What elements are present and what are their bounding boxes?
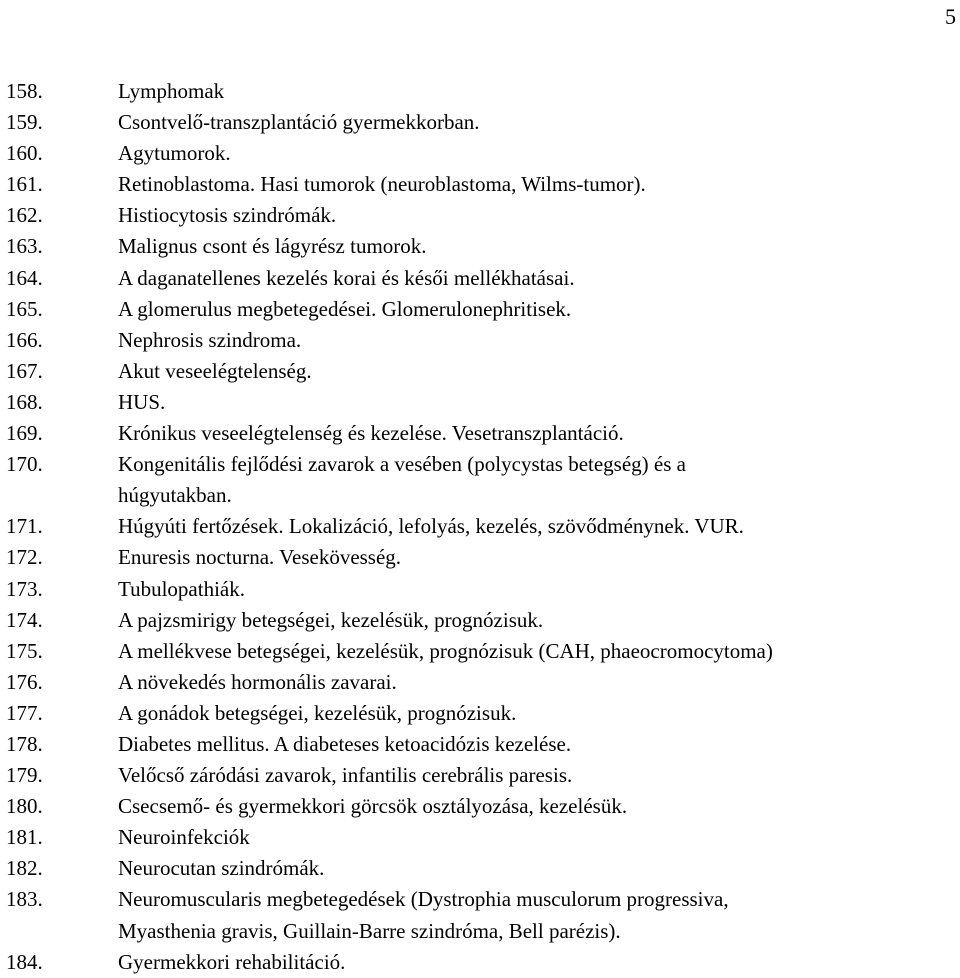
item-text: Neuroinfekciók [118, 825, 250, 850]
item-text: Malignus csont és lágyrész tumorok. [118, 234, 427, 259]
list-item [6, 667, 951, 698]
item-number: 161. [6, 172, 43, 197]
item-number: 169. [6, 421, 43, 446]
list-item [6, 791, 951, 822]
item-number: 159. [6, 110, 43, 135]
list-item [6, 636, 951, 667]
item-text: Agytumorok. [118, 141, 231, 166]
list-item [6, 853, 951, 884]
item-text: Histiocytosis szindrómák. [118, 203, 337, 228]
list-item [6, 947, 951, 978]
list-item [6, 294, 951, 325]
item-text: A gonádok betegségei, kezelésük, prognózisuk. [118, 700, 517, 725]
list-item [6, 418, 951, 449]
item-number: 168. [6, 389, 43, 414]
item-number: 180. [6, 794, 43, 819]
item-text: Neurocutan szindrómák. [118, 856, 325, 881]
list-item [6, 542, 951, 573]
item-number: 175. [6, 638, 43, 663]
item-text: A mellékvese betegségei, kezelésük, prognózisuk (CAH, phaeocromocytoma) [118, 638, 773, 663]
item-text: A glomerulus megbetegedései. Glomerulonephritisek. [118, 296, 572, 321]
item-number: 172. [6, 545, 43, 570]
list-item [6, 138, 951, 169]
list-item [6, 76, 951, 107]
item-text: Csecsemő- és gyermekkori görcsök osztályozása, kezelésük. [118, 794, 628, 819]
item-number: 173. [6, 576, 43, 601]
list-item [6, 822, 951, 853]
item-number: 181. [6, 825, 43, 850]
item-text: Kongenitális fejlődési zavarok a vesében (polycystas betegség) és a húgyutakban. [118, 452, 686, 508]
list-item [6, 729, 951, 760]
topic-list [6, 76, 951, 978]
list-item [6, 449, 951, 511]
item-number: 178. [6, 731, 43, 756]
item-number: 176. [6, 669, 43, 694]
item-text: Tubulopathiák. [118, 576, 245, 601]
list-item [6, 169, 951, 200]
list-item [6, 263, 951, 294]
item-number: 183. [6, 887, 43, 912]
item-number: 179. [6, 763, 43, 788]
list-item [6, 574, 951, 605]
item-number: 160. [6, 141, 43, 166]
list-item [6, 884, 951, 946]
item-number: 170. [6, 452, 43, 477]
item-number: 174. [6, 607, 43, 632]
item-number: 158. [6, 79, 43, 103]
list-item [6, 387, 951, 418]
item-number: 162. [6, 203, 43, 228]
item-text: Akut veseelégtelenség. [118, 358, 312, 383]
list-item [6, 511, 951, 542]
item-number: 184. [6, 949, 43, 974]
item-text: A daganatellenes kezelés korai és késői mellékhatásai. [118, 265, 575, 290]
item-text: Húgyúti fertőzések. Lokalizáció, lefolyás, kezelés, szövődménynek. VUR. [118, 514, 744, 539]
item-number: 182. [6, 856, 43, 881]
item-number: 167. [6, 358, 43, 383]
item-text: A pajzsmirigy betegségei, kezelésük, prognózisuk. [118, 607, 544, 632]
item-text: A növekedés hormonális zavarai. [118, 669, 397, 694]
list-item [6, 325, 951, 356]
list-item [6, 231, 951, 262]
item-text: HUS. [118, 389, 166, 414]
item-text: Csontvelő-transzplantáció gyermekkorban. [118, 110, 480, 135]
item-text: Krónikus veseelégtelenség és kezelése. Vesetranszplantáció. [118, 421, 624, 446]
item-text: Gyermekkori rehabilitáció. [118, 949, 346, 974]
item-number: 164. [6, 265, 43, 290]
item-number: 171. [6, 514, 43, 539]
list-item [6, 107, 951, 138]
item-number: 177. [6, 700, 43, 725]
item-text: Velőcső záródási zavarok, infantilis cerebrális paresis. [118, 763, 573, 788]
list-item [6, 200, 951, 231]
item-text: Diabetes mellitus. A diabeteses ketoacidózis kezelése. [118, 731, 572, 756]
item-text: Retinoblastoma. Hasi tumorok (neuroblastoma, Wilms-tumor). [118, 172, 646, 197]
list-item [6, 698, 951, 729]
list-item [6, 356, 951, 387]
item-text: Nephrosis szindroma. [118, 327, 302, 352]
item-text: Neuromuscularis megbetegedések (Dystrophia musculorum progressiva, Myasthenia gravis, Guillain-Barre szindróma, Bell parézis). [118, 887, 729, 943]
item-number: 166. [6, 327, 43, 352]
page-number: 5 [945, 4, 956, 29]
list-item [6, 760, 951, 791]
item-number: 165. [6, 296, 43, 321]
item-text: Lymphomak [118, 79, 225, 103]
list-item [6, 605, 951, 636]
item-number: 163. [6, 234, 43, 259]
item-text: Enuresis nocturna. Vesekövesség. [118, 545, 402, 570]
